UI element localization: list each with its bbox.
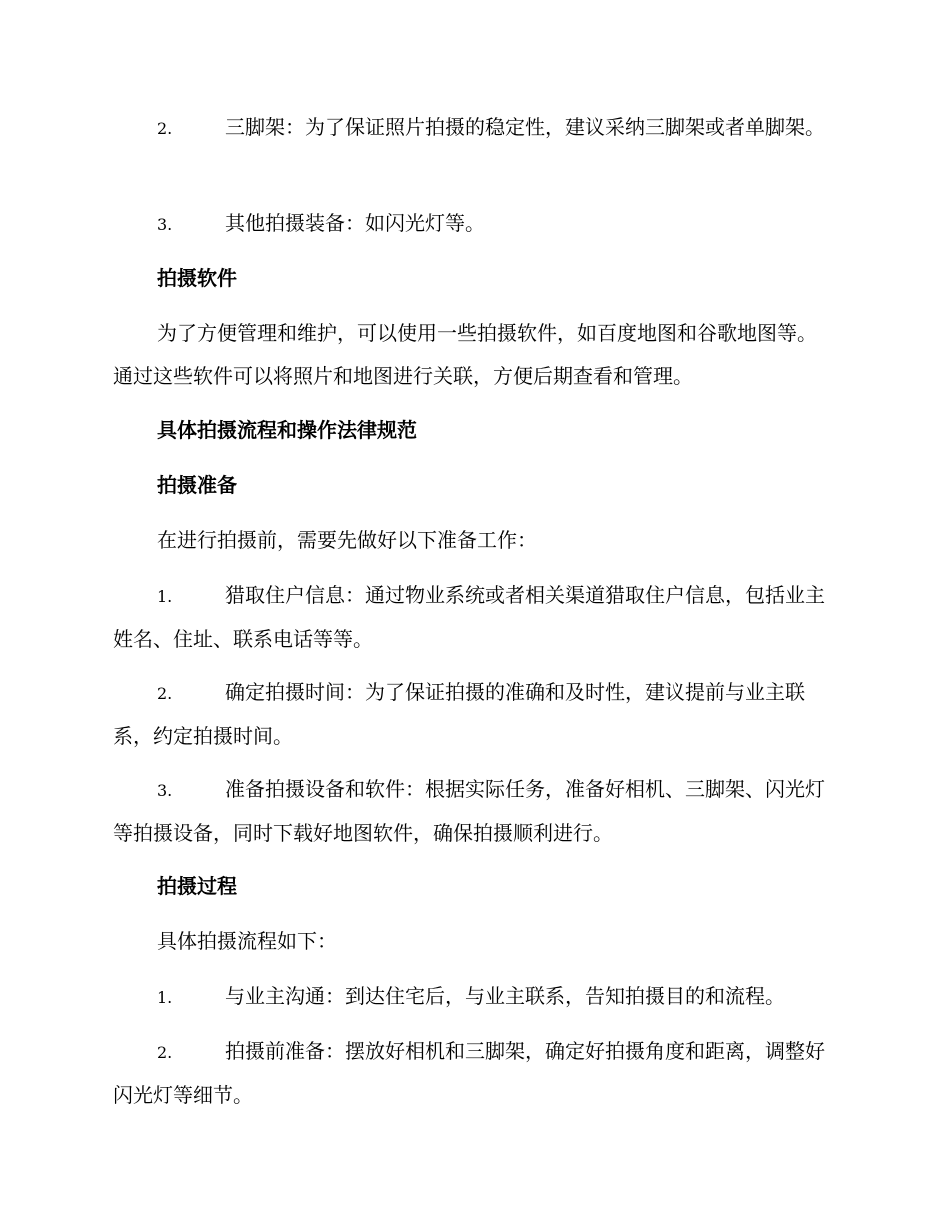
list-item bbox=[113, 574, 833, 661]
list-number: 2. bbox=[157, 684, 173, 703]
list-item-text: 确定拍摄时间：为了保证拍摄的准确和及时性，建议提前与业主联系，约定拍摄时间。 bbox=[113, 680, 805, 748]
section-heading: 具体拍摄流程和操作法律规范 bbox=[157, 418, 417, 442]
list-number: 1. bbox=[157, 988, 173, 1007]
list-number: 2. bbox=[157, 119, 173, 138]
list-item bbox=[113, 106, 833, 150]
list-item bbox=[113, 768, 833, 855]
section-heading: 拍摄准备 bbox=[157, 473, 237, 497]
paragraph: 具体拍摄流程如下： bbox=[157, 929, 337, 953]
list-number: 2. bbox=[157, 1043, 173, 1062]
list-item-text: 三脚架：为了保证照片拍摄的稳定性，建议采纳三脚架或者单脚架。 bbox=[225, 115, 825, 139]
list-item-text: 其他拍摄装备：如闪光灯等。 bbox=[225, 211, 485, 235]
list-number: 3. bbox=[157, 215, 173, 234]
list-item-text: 与业主沟通：到达住宅后，与业主联系，告知拍摄目的和流程。 bbox=[225, 984, 785, 1008]
section-heading: 拍摄软件 bbox=[157, 266, 237, 290]
section-heading: 拍摄过程 bbox=[157, 874, 237, 898]
list-item-text: 准备拍摄设备和软件：根据实际任务，准备好相机、三脚架、闪光灯等拍摄设备，同时下载好地图软件，确保拍摄顺利进行。 bbox=[113, 777, 825, 845]
list-number: 3. bbox=[157, 781, 173, 800]
list-item-text: 猎取住户信息：通过物业系统或者相关渠道猎取住户信息，包括业主姓名、住址、联系电话等等。 bbox=[113, 583, 825, 651]
paragraph: 为了方便管理和维护，可以使用一些拍摄软件，如百度地图和谷歌地图等。通过这些软件可以将照片和地图进行关联，方便后期查看和管理。 bbox=[113, 321, 817, 388]
list-item-text: 拍摄前准备：摆放好相机和三脚架，确定好拍摄角度和距离，调整好闪光灯等细节。 bbox=[113, 1039, 825, 1107]
list-item bbox=[113, 671, 833, 758]
list-number: 1. bbox=[157, 587, 173, 606]
list-item bbox=[113, 202, 833, 246]
paragraph: 在进行拍摄前，需要先做好以下准备工作： bbox=[157, 528, 537, 552]
list-item bbox=[113, 975, 833, 1019]
list-item bbox=[113, 1030, 833, 1117]
